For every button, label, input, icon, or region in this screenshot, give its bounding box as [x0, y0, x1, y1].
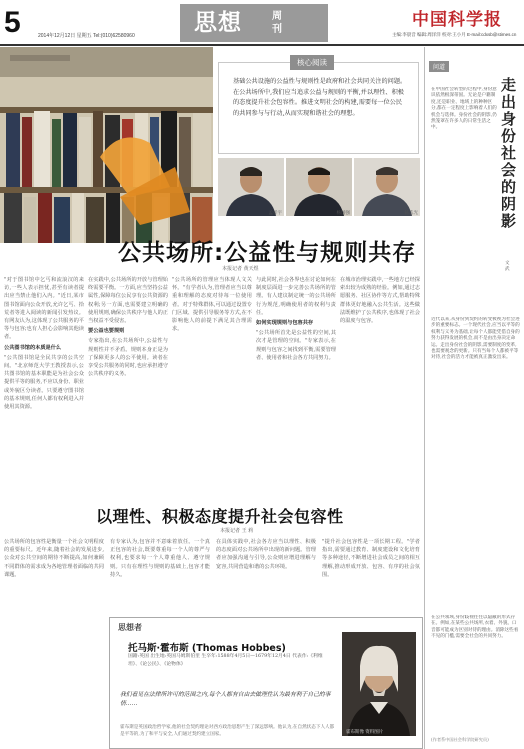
subheading: 公共图书馆的本质是什么: [4, 344, 62, 351]
paragraph: "公共场所首先是公益性的空间,其次才是管理的空间。"专家表示,在规则与包容之间找到平衡,需要管理者、使用者和社会各方共同努力。: [256, 330, 336, 361]
summary-tag: 核心阅读: [290, 55, 334, 70]
key-summary-box: [218, 58, 419, 154]
column-title: 走出身份社会的阴影: [501, 76, 517, 230]
thinker-life: 国籍:英国 出生地:英国马姆斯伯里 生卒年:1588年4月5日—1679年12月4日 代表作:《利维坦》、《论公民》、《论物体》: [128, 654, 323, 667]
thinker-heading: 思想者: [118, 623, 142, 632]
paragraph: 在城市治理实践中,一些地方已经探索出较为成熟的经验。例如,通过志愿服务、社区协作等方式,帮助特殊群体更好地融入公共生活。这些做法既维护了公共秩序,也体现了社会的温度与包容。: [340, 277, 420, 325]
paragraph: "公共图书馆是全民共享的公共空间。"北京师范大学王教授表示,公共图书馆的基本职能是为社会公众提供平等的服务,不应以身份、职业或外貌区分读者。只要遵守图书馆的基本规则,任何人都有权利进入并使用其资源。: [4, 354, 84, 411]
article-column-5: [340, 276, 420, 496]
subheading: 如何实现规则与包容共存: [256, 320, 314, 327]
article-column-2: [88, 276, 168, 496]
person-icon: [218, 158, 284, 216]
hobbes-portrait-icon: [342, 632, 416, 736]
thinker-name: 托马斯·霍布斯 (Thomas Hobbes): [128, 643, 286, 654]
thinker-quote: 我们看见在法律所许可的范围之内,每个人都有自由去做理性认为最有利于自己的事情……: [120, 692, 331, 707]
paragraph: 与此同时,社会各界也在讨论如何在制度层面进一步完善公共场所的管理。有人建议制定统一的公共场所行为规范,明确使用者的权利与责任。: [256, 277, 336, 316]
section-title: 思想: [194, 10, 242, 36]
article2-column-3: [216, 538, 316, 612]
header-rule: [0, 44, 524, 46]
paragraph: 公共场所的包容性是衡量一个社会文明程度的重要标尺。近年来,随着社会的发展进步,公众对公共空间的期待不断提高,如何兼顾不同群体的需求成为各地管理者面临的共同课题。: [4, 539, 104, 578]
article2-column-1: [4, 538, 104, 746]
section-banner: [180, 4, 328, 42]
article-column-1: [4, 276, 84, 496]
portrait-caption: 霍布斯像 资料图片: [346, 729, 384, 734]
newspaper-logo: 中国科学报: [412, 10, 502, 30]
article-byline: 本报记者 黄天煜: [222, 266, 259, 272]
page-header: [0, 0, 524, 48]
person-icon: [354, 158, 420, 216]
page-number: 5: [4, 6, 21, 39]
column-text-3: 在公共领域,身份歧视往往以隐蔽的形式存在。例如,在某些公共场所,衣着、外貌、口音都可能成为区别对待的理由。消除这些看不见的门槛,需要全社会的共同努力。: [431, 615, 519, 640]
summary-text: 基础公共设施的公益性与规则性是政府和社会共同关注的问题。在公共场所中,我们应当追求公益与规则的平衡,并以理性、积极的态度提升社会包容性。推进文明社会的构建,需要每一位公民的共同参与与行动,从而实现和谐社会的理想。: [233, 78, 407, 117]
paragraph: "提升社会包容性是一项长期工程。"学者指出,需要通过教育、制度建设和文化培育等多种途径,不断增进社会成员之间的相互理解,推动形成开放、包容、有序的社会氛围。: [322, 539, 420, 578]
column-author: 文 武: [505, 261, 510, 272]
portrait-1: [218, 158, 284, 216]
article2-byline: 本报记者 王 莉: [220, 528, 254, 534]
thinker-bio: 霍布斯是英国政治哲学家,他的社会契约理论对西方政治思想产生了深远影响。他认为,在自然状态下人人都是平等的,为了和平与安全,人们通过契约建立国家。: [120, 725, 335, 737]
right-column: [424, 47, 524, 749]
article-column-4: [256, 276, 336, 496]
article2-column-2: [110, 538, 210, 612]
issue-info: 2014年12月12日 星期五 Tel:(010)62580960: [38, 33, 135, 39]
bookshelf-illustration: [0, 47, 213, 243]
paragraph: "对于图书馆中乞丐和流浪汉的来访,一些人表示担忧,甚至有读者提出应当禁止他们入内。"近日,某市图书馆面向公众开放,允许乞丐、拾荒者等进入阅读的新闻引发热议。有网友认为,这体现了公共服务的平等与包容;也有人担心会影响其他读者。: [4, 277, 84, 341]
article2-headline: 以理性、积极态度提升社会包容性: [96, 507, 344, 526]
article2-column-4: [322, 538, 420, 612]
paragraph: 在具体实践中,社会各方应当以理性、积极的态度面对公共场所中出现的新问题。管理者应加强沟通与引导,公众则应增进理解与宽容,共同营造和谐的公共环境。: [216, 539, 316, 570]
column-text-1: 在中国社会转型的过程中,身份意识依然根深蒂固。无论是户籍制度,还是职业、地域上的种种区分,都在一定程度上影响着人们的机会与选择。身份社会的阴影,仍然笼罩在许多人的日常生活之中。: [431, 87, 497, 131]
column-text-2: 近代以来,从身份到契约的转变被视为社会进步的重要标志。一个现代社会,应当以平等的权利与义务为基础,让每个人都能凭借自身的努力获得发展的机会,而不是由出身决定命运。走出身份社会的阴影,需要制度的变革,也需要观念的更新。只有当每个人都被平等对待,社会的活力才能被真正激发出来。: [431, 317, 520, 361]
paragraph: 专家指出,在公共场所中,公益性与规则性并不矛盾。规则本身正是为了保障更多人的公平使用。读者在享受公共服务的同时,也应承担遵守公共秩序的义务。: [88, 338, 168, 378]
portrait-2: [286, 158, 352, 216]
subheading: 要公益也要规则: [88, 328, 125, 335]
article-column-3: [172, 276, 252, 496]
thinker-box: [109, 617, 423, 749]
paragraph: 在实践中,公共场所的开放与管理始终需要平衡。一方面,应当坚持公益属性,保障每位公民享有公共资源的权利;另一方面,也需要建立明确的使用规则,确保公共秩序与他人的正当权益不受侵害。: [88, 277, 168, 325]
editor-info: 主编:李晨音 编辑:周洋洋 校对:王小月 E-mail:cdxsb@stimes.cn: [392, 32, 517, 37]
portrait-3: [354, 158, 420, 216]
section-subtitle: 周刊: [272, 11, 282, 35]
portrait-caption-3: 韩志光: [404, 210, 418, 215]
person-icon: [286, 158, 352, 216]
thinker-portrait: [342, 632, 416, 736]
column-source: (作者系中国社会科学院研究员): [431, 737, 489, 742]
library-photo: [0, 47, 213, 243]
paragraph: "公共场所的管理应当体现人文关怀。"有学者认为,管理者应当以尊重和理解的态度对待每一位使用者。对于特殊群体,可以通过设置专门区域、提供引导服务等方式,在不影响他人的前提下满足其合理需求。: [172, 277, 252, 333]
article-headline: 公共场所:公益性与规则共存: [118, 240, 417, 266]
column-tag: 问道: [429, 61, 449, 72]
paragraph: 有专家认为,包容并不意味着放任。一个真正包容的社会,既要尊重每一个人的尊严与权利,也要求每一个人尊重他人、遵守规则。只有在理性与规则的基础上,包容才能持久。: [110, 539, 210, 578]
portrait-caption-2: 杨国强: [336, 210, 350, 215]
portrait-caption-1: 孟祥宇: [268, 210, 282, 215]
